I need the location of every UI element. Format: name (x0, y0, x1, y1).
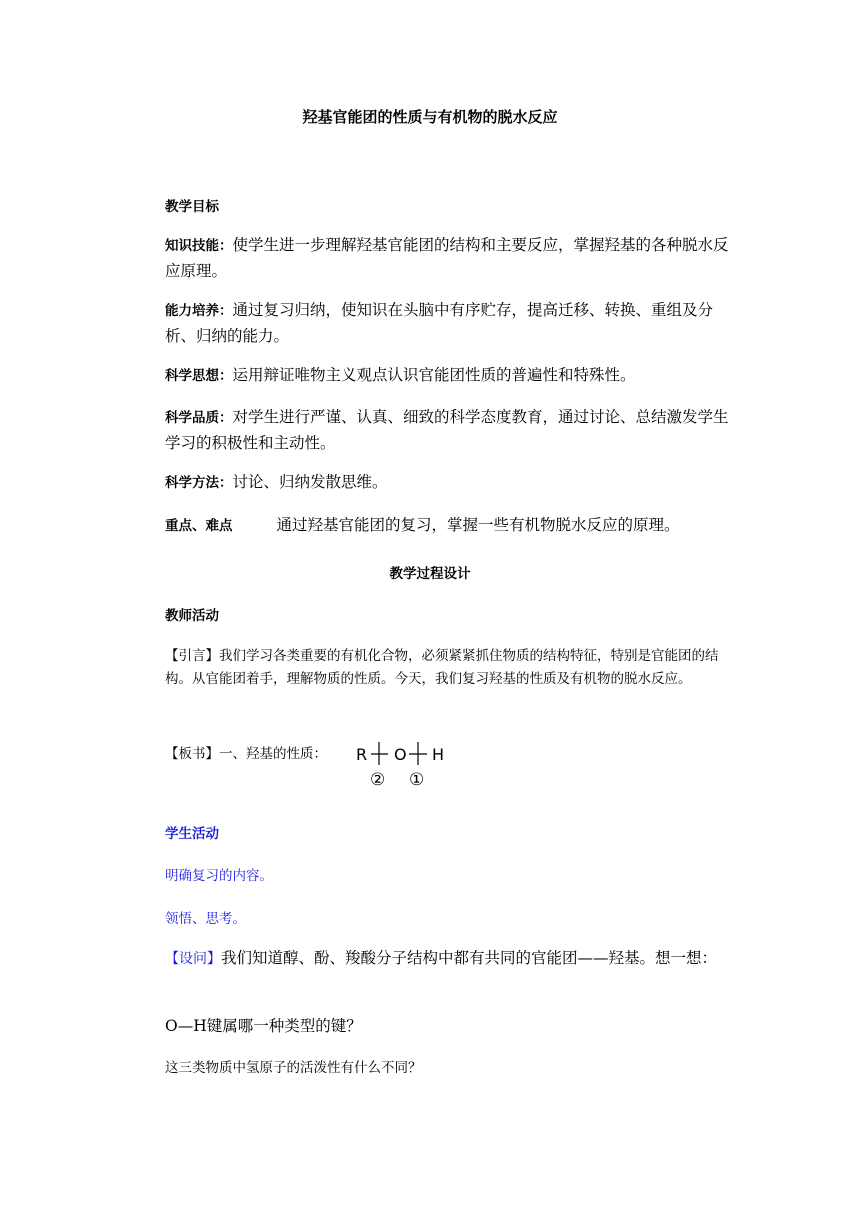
objective-text: 对学生进行严谨、认真、细致的科学态度教育，通过讨论、总结激发学生学习的积极性和主动性。 (165, 408, 729, 452)
objective-ability (165, 298, 730, 349)
objective-label: 科学思想： (165, 368, 233, 384)
key-points-text: 通过羟基官能团的复习，掌握一些有机物脱水反应的原理。 (276, 516, 680, 534)
atom-r: R (356, 745, 368, 764)
objective-label: 科学方法： (165, 475, 233, 491)
objective-thought (165, 363, 730, 389)
question-paragraph (165, 946, 730, 972)
objective-knowledge (165, 233, 730, 284)
bond-label-2: ② (370, 770, 386, 790)
objective-text: 讨论、归纳发散思维。 (232, 473, 388, 491)
key-points-label: 重点、难点 (165, 518, 233, 534)
objective-text: 通过复习归纳，使知识在头脑中有序贮存，提高迁移、转换、重组及分析、归纳的能力。 (165, 301, 714, 345)
student-item: 明确复习的内容。 (165, 868, 273, 884)
teacher-activity-heading: 教师活动 (165, 608, 219, 624)
objective-text: 使学生进一步理解羟基官能团的结构和主要反应，掌握羟基的各种脱水反应原理。 (165, 236, 729, 280)
question-text: 我们知道醇、酚、羧酸分子结构中都有共同的官能团——羟基。想一想： (221, 949, 718, 967)
student-activity-heading: 学生活动 (165, 826, 219, 842)
board-text: 【板书】一、羟基的性质： (165, 746, 327, 762)
key-points (165, 513, 730, 539)
student-item: 领悟、思考。 (165, 911, 246, 927)
atom-h: H (432, 745, 445, 764)
question-1: O—H键属哪一种类型的键？ (165, 1017, 362, 1035)
question-2: 这三类物质中氢原子的活泼性有什么不同？ (165, 1060, 422, 1076)
objective-label: 能力培养： (165, 303, 233, 319)
document-title: 羟基官能团的性质与有机物的脱水反应 (302, 108, 558, 126)
hydroxyl-structure-formula (350, 738, 460, 790)
objective-label: 知识技能： (165, 238, 233, 254)
objectives-heading: 教学目标 (165, 199, 219, 215)
atom-o: O (394, 745, 407, 764)
bond-label-1: ① (409, 770, 425, 790)
objective-label: 科学品质： (165, 410, 233, 426)
process-heading: 教学过程设计 (389, 566, 471, 582)
intro-paragraph: 【引言】我们学习各类重要的有机化合物，必须紧紧抓住物质的结构特征，特别是官能团的结构。从官能团着手，理解物质的性质。今天，我们复习羟基的性质及有机物的脱水反应。 (165, 648, 719, 687)
objective-method (165, 470, 730, 496)
objective-quality (165, 405, 730, 456)
question-tag: 【设问】 (165, 951, 221, 967)
objective-text: 运用辩证唯物主义观点认识官能团性质的普遍性和特殊性。 (232, 366, 636, 384)
